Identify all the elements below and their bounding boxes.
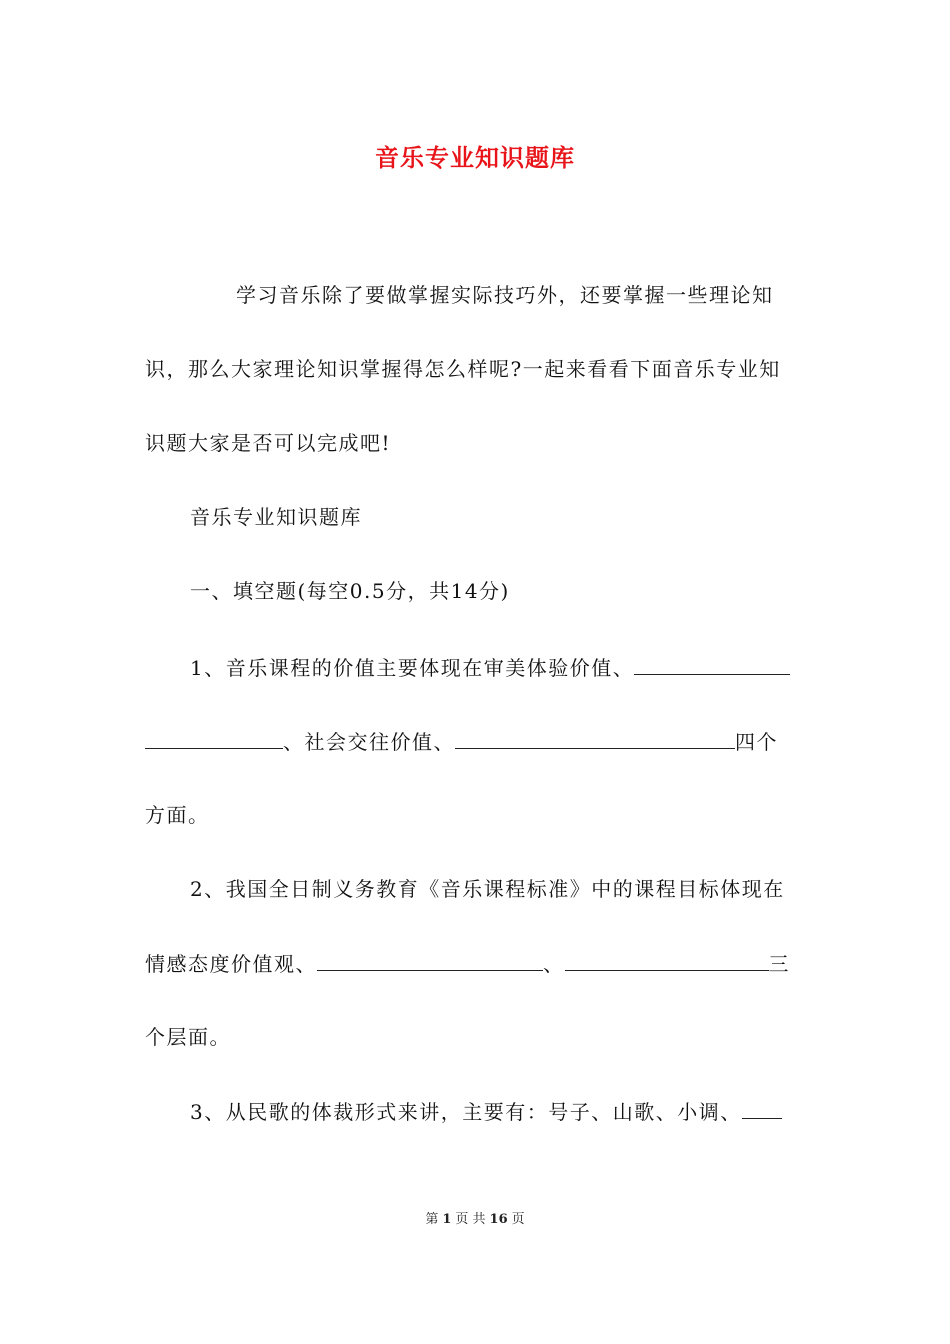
blank-line [634,652,790,675]
question-3-text: 3、从民歌的体裁形式来讲，主要有：号子、山歌、小调、 [190,1100,742,1124]
question-1-text: 四个 [735,730,778,754]
intro-line-2: 识，那么大家理论知识掌握得怎么样呢?一起来看看下面音乐专业知 [145,357,781,381]
intro-line-3: 识题大家是否可以完成吧! [145,431,392,455]
blank-line [455,726,735,749]
question-2-text: 、 [543,952,565,976]
question-3-line-1 [190,1096,782,1127]
blank-line [565,948,769,971]
blank-line [145,726,283,749]
question-1-line-2 [145,726,778,757]
question-1-text: 1、音乐课程的价值主要体现在审美体验价值、 [190,656,635,680]
footer-total-pages: 16 [489,1212,508,1227]
question-1-text: 、社会交往价值、 [283,730,455,754]
question-2-text: 三 [768,952,790,976]
intro-line-1: 学习音乐除了要做掌握实际技巧外，还要掌握一些理论知 [236,283,774,307]
footer-page-number: 1 [442,1212,452,1227]
question-1-line-1 [190,652,790,683]
question-1-line-3: 方面。 [145,803,210,827]
footer-prefix: 第 [425,1212,439,1227]
subtitle: 音乐专业知识题库 [190,505,362,529]
blank-line [317,948,543,971]
question-2-line-2 [145,948,790,979]
page-footer [0,1208,950,1227]
footer-suffix: 页 [511,1212,525,1227]
blank-line [742,1096,782,1119]
question-2-line-3: 个层面。 [145,1025,231,1049]
question-2-line-1: 2、我国全日制义务教育《音乐课程标准》中的课程目标体现在 [190,877,785,901]
footer-mid: 页 共 [455,1212,486,1227]
page-title: 音乐专业知识题库 [375,143,575,172]
question-2-text: 情感态度价值观、 [145,952,317,976]
section-heading: 一、填空题(每空0.5分，共14分) [190,579,510,603]
